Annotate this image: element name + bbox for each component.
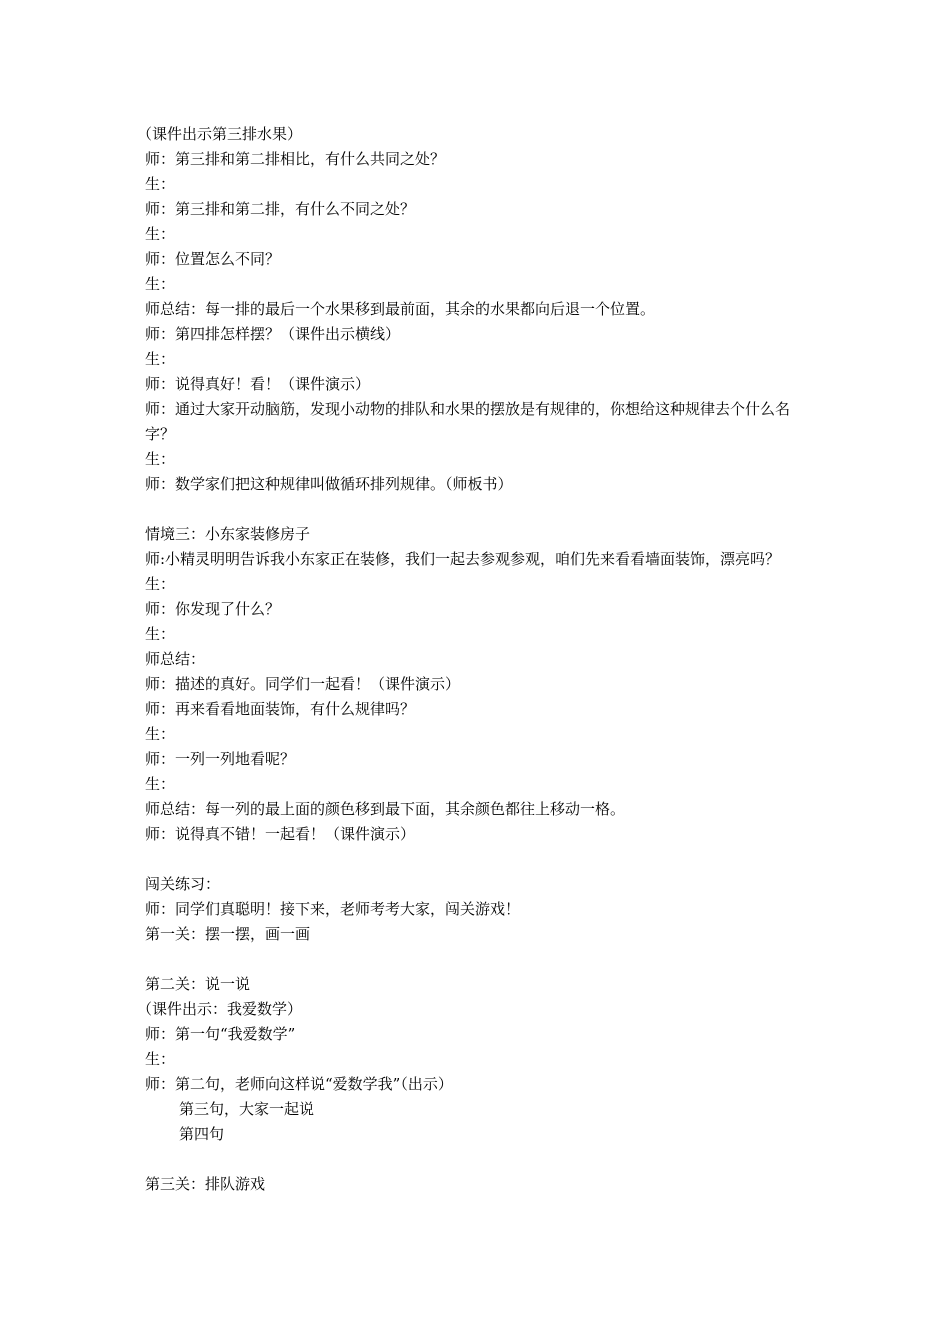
text-line: 师：同学们真聪明！接下来，老师考考大家，闯关游戏！	[145, 900, 521, 918]
text-line: 师：再来看看地面装饰，有什么规律吗？	[145, 700, 416, 718]
text-line: 生：	[145, 1050, 176, 1068]
text-line: 第三句，大家一起说	[179, 1100, 315, 1118]
text-line: 生：	[145, 175, 176, 193]
text-line: 师：你发现了什么？	[145, 600, 281, 618]
text-line: 生：	[145, 225, 176, 243]
text-line: 生：	[145, 775, 176, 793]
text-line: 生：	[145, 450, 176, 468]
blank-line	[145, 847, 815, 872]
text-line: 师：描述的真好。同学们一起看！（课件演示）	[145, 675, 461, 693]
text-line: 师总结：每一列的最上面的颜色移到最下面，其余颜色都往上移动一格。	[145, 800, 626, 818]
text-line: 生：	[145, 625, 176, 643]
document-page	[137, 122, 815, 1197]
text-line: 师：第一句“我爱数学”	[145, 1025, 296, 1043]
text-line: 师：说得真好！看！（课件演示）	[145, 375, 371, 393]
text-line: 师：第三排和第二排相比，有什么共同之处？	[145, 150, 446, 168]
text-line: 师：通过大家开动脑筋，发现小动物的排队和水果的摆放是有规律的，你想给这种规律去个什么名字？	[145, 400, 791, 443]
text-line: 师：第四排怎样摆？（课件出示横线）	[145, 325, 401, 343]
text-line: 生：	[145, 275, 176, 293]
blank-line	[145, 497, 815, 522]
text-line: 生：	[145, 350, 176, 368]
text-line: 师：第二句，老师向这样说“爱数学我”（出示）	[145, 1075, 453, 1093]
text-line: 第四句	[179, 1125, 225, 1143]
blank-line	[145, 1147, 815, 1172]
text-line: （课件出示：我爱数学）	[137, 1000, 303, 1018]
text-line: 师：说得真不错！一起看！（课件演示）	[145, 825, 416, 843]
text-line: （课件出示第三排水果）	[137, 125, 303, 143]
text-line: 生：	[145, 725, 176, 743]
section-heading: 第三关：排队游戏	[145, 1175, 266, 1193]
text-line: 第一关：摆一摆，画一画	[145, 925, 311, 943]
text-line: 师总结：	[145, 650, 206, 668]
section-heading: 情境三：小东家装修房子	[145, 525, 311, 543]
text-line: 师总结：每一排的最后一个水果移到最前面，其余的水果都向后退一个位置。	[145, 300, 656, 318]
text-line: 师：第三排和第二排，有什么不同之处？	[145, 200, 416, 218]
section-heading: 闯关练习：	[145, 875, 221, 893]
text-line: 师：数学家们把这种规律叫做循环排列规律。（师板书）	[145, 475, 513, 493]
text-line: 师：一列一列地看呢？	[145, 750, 296, 768]
blank-line	[145, 947, 815, 972]
section-heading: 第二关：说一说	[145, 975, 251, 993]
text-line: 师:小精灵明明告诉我小东家正在装修，我们一起去参观参观，咱们先来看看墙面装饰，漂亮吗？	[145, 550, 781, 568]
text-line: 师：位置怎么不同？	[145, 250, 281, 268]
text-line: 生：	[145, 575, 176, 593]
